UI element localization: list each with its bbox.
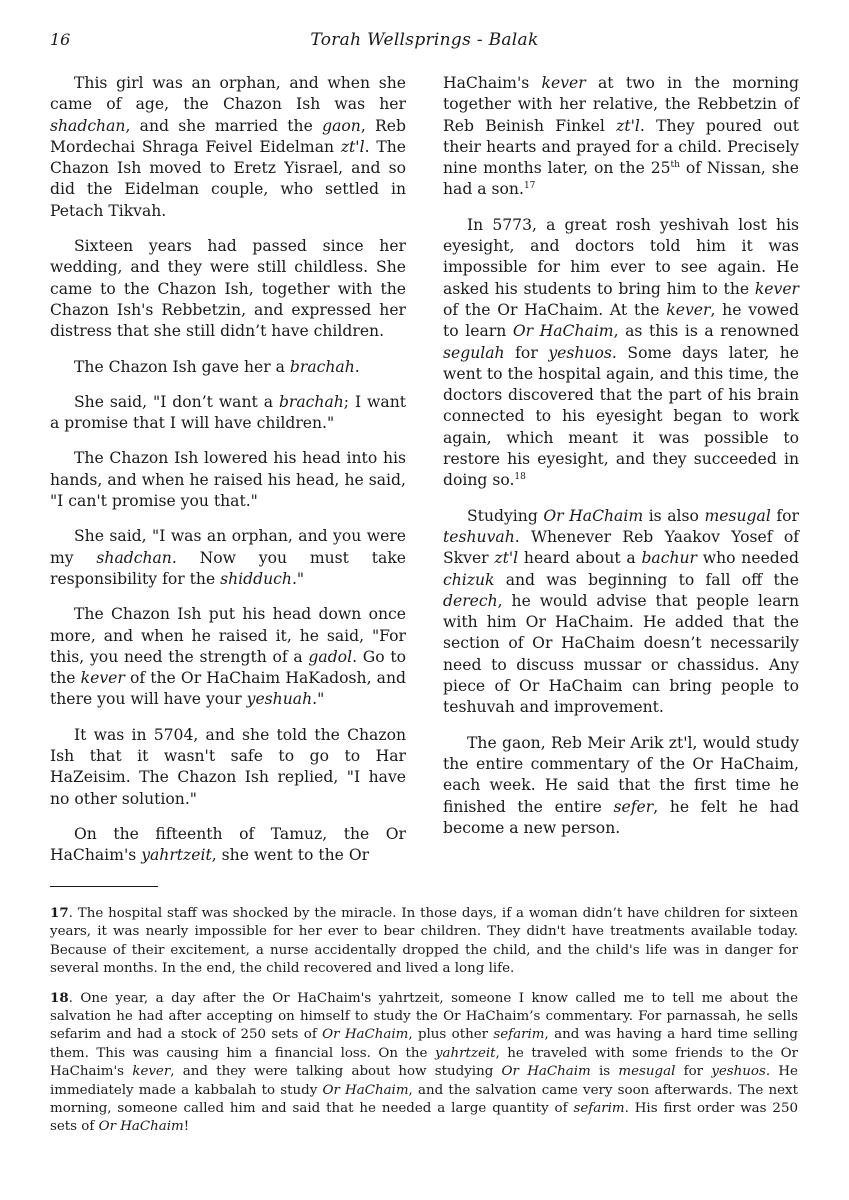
- italic-term: sefer: [613, 797, 654, 816]
- text-run: , he felt he had become a new person.: [443, 797, 800, 837]
- italic-term: teshuvah: [443, 527, 515, 546]
- text-run: It was in 5704, and she told the Chazon Ish that it wasn't safe to go to Har HaZeisim. The Chazon Ish replied, "I have no other solution.": [50, 725, 406, 808]
- text-run: . The hospital staff was shocked by the miracle. In those days, if a woman didn’t have children for sixteen years, it was nearly impossible for her ever to bear children. They didn't have treatments available today. Because of their excitement, a nurse accidentally dropped the child, and the child's life was in danger for several months. In the end, the child recovered and lived a long life.: [50, 906, 798, 977]
- footnote-number: 18: [50, 989, 69, 1006]
- text-run: who needed: [697, 549, 799, 568]
- italic-term: chizuk: [443, 570, 495, 589]
- italic-term: segulah: [443, 343, 505, 362]
- text-run: , and they were talking about how studying: [170, 1064, 502, 1080]
- text-run: for: [675, 1064, 712, 1080]
- text-run: of Nissan, she had a son.: [443, 159, 799, 199]
- italic-term: Or HaChaim: [322, 1082, 409, 1098]
- text-run: .": [312, 690, 325, 709]
- italic-term: Or HaChaim: [501, 1064, 591, 1080]
- italic-term: zt'l: [340, 137, 365, 156]
- text-run: . One year, a day after the Or HaChaim's yahrtzeit, someone I know called me to tell me about the salvation he had after accepting on himself to study the Or HaChaim’s commentary. For parnassah, he sells sefarim and had a stock of 250 sets of: [50, 990, 798, 1043]
- italic-term: sefarim: [573, 1101, 625, 1117]
- italic-term: yahrtzeit: [434, 1045, 496, 1061]
- text-run: In 5773, a great rosh yeshivah lost his eyesight, and doctors told him it was impossible for him ever to see again. He asked his students to bring him to the: [443, 215, 799, 298]
- text-run: of the Or HaChaim HaKadosh, and there you will have your: [50, 669, 407, 709]
- text-run: .": [291, 569, 305, 588]
- text-run: , Reb Mordechai Shraga Feivel Eidelman: [50, 116, 406, 156]
- right-column: [443, 73, 799, 853]
- page-header: [50, 30, 799, 56]
- text-run: The gaon, Reb Meir Arik zt'l, would study the entire commentary of the Or HaChaim, each week. He said that the first time he finished the entire: [443, 733, 799, 816]
- text-run: at two in the morning together with her relative, the Rebbetzin of Reb Beinish Finkel: [443, 74, 799, 135]
- footnote-rule: [50, 886, 158, 887]
- text-run: Studying: [467, 506, 544, 525]
- text-run: The Chazon Ish gave her a: [74, 357, 290, 376]
- text-run: On the fifteenth of Tamuz, the Or HaChaim's: [50, 824, 406, 865]
- text-run: and was beginning to fall off the: [494, 570, 799, 589]
- text-run: Sixteen years had passed since her wedding, and they were still childless. She came to the Chazon Ish, together with the Chazon Ish's Rebbetzin, and expressed her distress that she still didn’t have children.: [50, 237, 406, 341]
- italic-term: brachah: [278, 392, 344, 411]
- text-run: , as this is a renowned: [613, 322, 800, 341]
- paragraph: [50, 392, 406, 435]
- paragraph: [50, 526, 406, 590]
- text-run: . His first order was 250 sets of: [50, 1101, 798, 1135]
- paragraph: [50, 725, 406, 810]
- italic-term: kever: [666, 300, 711, 319]
- italic-term: sefarim: [493, 1027, 545, 1043]
- italic-term: zt'l: [494, 549, 519, 568]
- text-run: , she went to the Or: [211, 846, 370, 865]
- footnote-reference: 17: [523, 181, 536, 192]
- paragraph: [50, 448, 406, 512]
- footnotes: [50, 904, 798, 1147]
- italic-term: brachah: [289, 357, 355, 376]
- italic-term: kever: [132, 1064, 171, 1080]
- italic-term: gadol: [308, 647, 353, 666]
- paragraph: [443, 73, 799, 201]
- paragraph: [50, 236, 406, 342]
- text-run: . The Chazon Ish moved to Eretz Yisrael, and so did the Eidelman couple, who settled in Petach Tikvah.: [50, 137, 406, 220]
- italic-term: Or HaChaim: [512, 322, 614, 341]
- footnote-number: 17: [50, 905, 69, 921]
- text-run: , he would advise that people learn with him Or HaChaim. He added that the section of Or HaChaim doesn’t necessarily need to discuss mussar or chassidus. Any piece of Or HaChaim can bring people to teshuvah and improvement.: [443, 591, 799, 717]
- text-run: . Whenever Reb Yaakov Yosef of Skver: [443, 527, 799, 568]
- text-run: ; I want a promise that I will have children.": [50, 392, 407, 433]
- text-run: of the Or HaChaim. At the: [443, 300, 667, 319]
- text-run: for: [770, 506, 799, 525]
- text-run: She said, "I don’t want a: [74, 392, 279, 411]
- ordinal-suffix: th: [670, 160, 680, 170]
- italic-term: gaon: [322, 116, 361, 135]
- italic-term: yeshuos: [548, 343, 612, 362]
- text-run: , and the salvation came very soon afterwards. The next morning, someone called him and said that he needed a large quantity of: [50, 1082, 798, 1117]
- italic-term: kever: [80, 669, 125, 688]
- paragraph: [50, 357, 406, 378]
- italic-term: zt'l: [616, 116, 640, 135]
- italic-term: shidduch: [220, 569, 292, 588]
- text-run: , he traveled with some friends to the Or HaChaim's: [50, 1045, 798, 1080]
- italic-term: bachur: [641, 549, 698, 568]
- paragraph: [443, 733, 799, 839]
- text-run: The Chazon Ish lowered his head into his hands, and when he raised his head, he said, "I can't promise you that.": [50, 449, 406, 511]
- text-run: , plus other: [408, 1027, 494, 1043]
- text-run: . Some days later, he went to the hospital again, and this time, the doctors discovered that the part of his brain connected to his eyesight began to work again, which meant it was possible to restore his eyesight, and they succeeded in doing so.: [443, 343, 799, 490]
- text-run: , and was having a hard time selling them. This was causing him a financial loss. On the: [50, 1027, 798, 1061]
- text-run: .: [354, 357, 360, 376]
- text-run: !: [183, 1119, 190, 1135]
- text-run: is: [590, 1064, 619, 1080]
- paragraph: [50, 73, 406, 222]
- text-run: , he vowed to learn: [443, 300, 799, 341]
- italic-term: Or HaChaim: [322, 1027, 409, 1043]
- italic-term: kever: [541, 74, 586, 92]
- italic-term: mesugal: [704, 506, 771, 525]
- italic-term: mesugal: [618, 1064, 676, 1080]
- left-column: [50, 73, 406, 881]
- text-run: . He immediately made a kabbalah to study: [50, 1064, 798, 1098]
- paragraph: [50, 824, 406, 867]
- italic-term: shadchan: [96, 548, 172, 567]
- italic-term: yeshuos: [711, 1064, 766, 1080]
- italic-term: kever: [754, 279, 799, 298]
- text-run: for: [504, 343, 549, 362]
- text-run: She said, "I was an orphan, and you were my: [50, 527, 406, 567]
- footnote-reference: 18: [514, 472, 526, 483]
- italic-term: yeshuah: [246, 690, 313, 709]
- page-number: 16: [50, 30, 71, 49]
- footnote: [50, 904, 798, 979]
- paragraph: [443, 506, 799, 719]
- text-run: HaChaim's: [443, 74, 542, 92]
- text-run: . Now you must take responsibility for the: [50, 548, 406, 588]
- text-run: The Chazon Ish put his head down once more, and when he raised it, he said, "For this, you need the strength of a: [50, 605, 406, 666]
- italic-term: Or HaChaim: [543, 506, 644, 525]
- running-title: Torah Wellsprings - Balak: [310, 30, 539, 50]
- italic-term: yahrtzeit: [141, 846, 212, 865]
- italic-term: Or HaChaim: [98, 1119, 184, 1135]
- text-run: This girl was an orphan, and when she came of age, the Chazon Ish was her: [50, 74, 406, 114]
- paragraph: [443, 215, 799, 492]
- footnote: [50, 989, 798, 1137]
- italic-term: shadchan: [50, 116, 126, 135]
- text-run: is also: [643, 506, 705, 525]
- text-run: . They poured out their hearts and prayed for a child. Precisely nine months later, on the 25: [443, 116, 799, 178]
- text-run: , and she married the: [125, 116, 323, 135]
- text-run: heard about a: [518, 549, 642, 568]
- text-run: . Go to the: [50, 647, 406, 688]
- paragraph: [50, 604, 406, 710]
- italic-term: derech: [443, 591, 498, 610]
